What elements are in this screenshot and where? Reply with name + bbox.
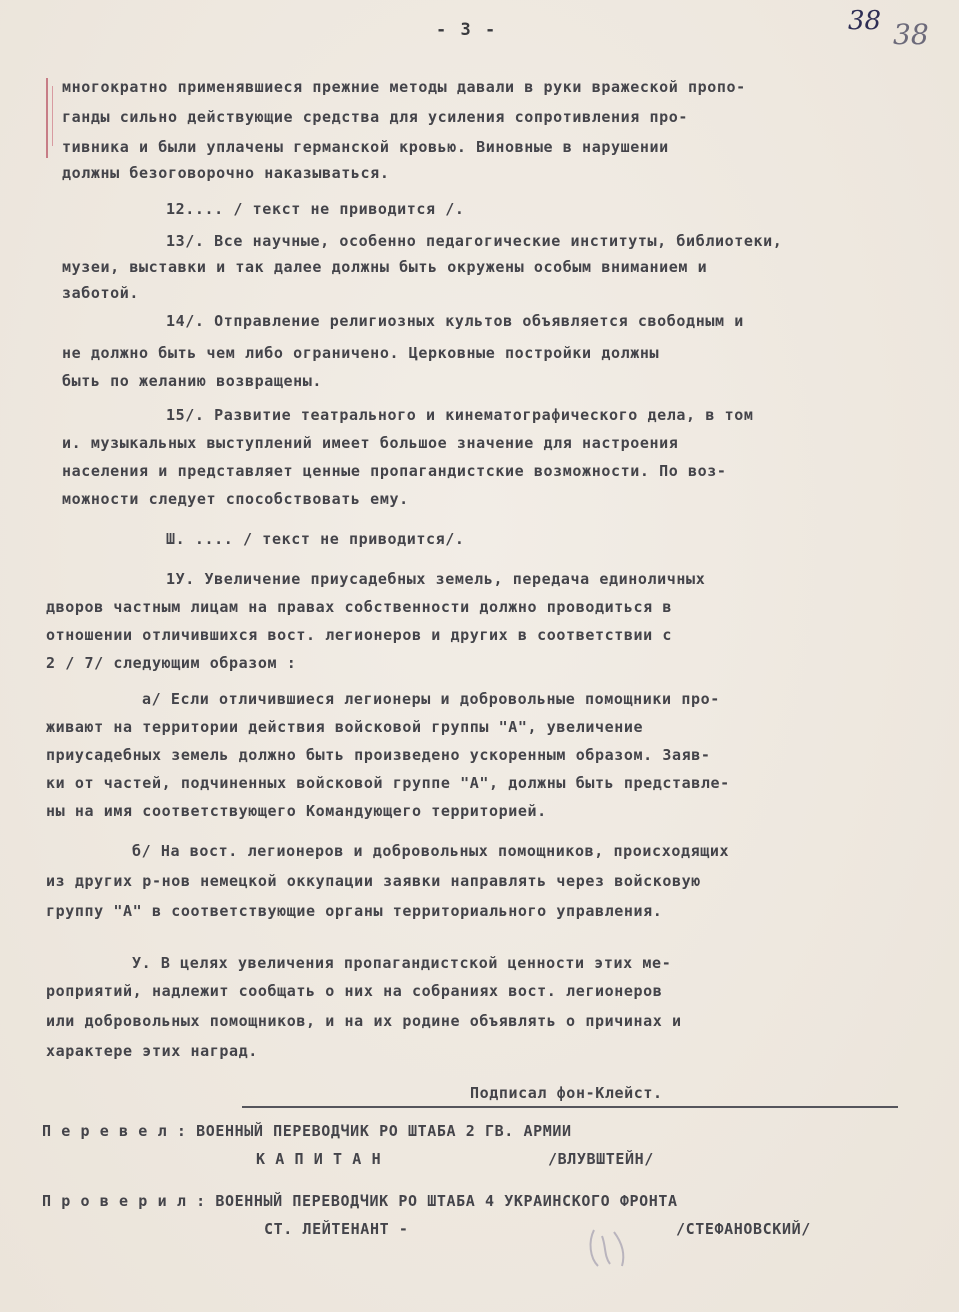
section-iii: Ш. .... / текст не приводится/. bbox=[166, 530, 465, 548]
text-line: дворов частным лицам на правах собственности должно проводиться в bbox=[46, 598, 672, 616]
text-line: и. музыкальных выступлений имеет большое значение для настроения bbox=[62, 434, 679, 452]
checker-rank: СТ. ЛЕЙТЕНАНТ - bbox=[264, 1220, 409, 1238]
subitem-b: б/ На вост. легионеров и добровольных помощников, происходящих bbox=[132, 842, 730, 860]
signed-by: Подписал фон-Клейст. bbox=[470, 1084, 663, 1102]
text-line: можности следует способствовать ему. bbox=[62, 490, 409, 508]
text-line: многократно применявшиеся прежние методы давали в руки вражеской пропо- bbox=[62, 78, 746, 96]
text-line: группу "А" в соответствующие органы территориального управления. bbox=[46, 902, 663, 920]
translator-name: /ВЛУВШТЕЙН/ bbox=[548, 1150, 654, 1168]
text-line: роприятий, надлежит сообщать о них на собраниях вост. легионеров bbox=[46, 982, 663, 1000]
archive-page-number-ink: 38 bbox=[848, 6, 882, 36]
checker-name: /СТЕФАНОВСКИЙ/ bbox=[676, 1220, 811, 1238]
text-line: отношении отличившихся вост. легионеров и других в соответствии с bbox=[46, 626, 672, 644]
text-line: населения и представляет ценные пропагандистские возможности. По воз- bbox=[62, 462, 727, 480]
item-15: 15/. Развитие театрального и кинематографического дела, в том bbox=[166, 406, 754, 424]
archive-stamp-mark bbox=[580, 1222, 640, 1274]
text-line: 2 / 7/ следующим образом : bbox=[46, 654, 297, 672]
signature-rule bbox=[242, 1106, 898, 1108]
text-line: не должно быть чем либо ограничено. Церковные постройки должны bbox=[62, 344, 660, 362]
item-14: 14/. Отправление религиозных культов объявляется свободным и bbox=[166, 312, 744, 330]
text-line: живают на территории действия войсковой группы "А", увеличение bbox=[46, 718, 644, 736]
checked-by: П р о в е р и л : ВОЕННЫЙ ПЕРЕВОДЧИК РО ШТАБА 4 УКРАИНСКОГО ФРОНТА bbox=[42, 1192, 678, 1210]
text-line: должны безоговорочно наказываться. bbox=[62, 164, 390, 182]
text-line: быть по желанию возвращены. bbox=[62, 372, 323, 390]
text-line: ки от частей, подчиненных войсковой группе "А", должны быть представле- bbox=[46, 774, 730, 792]
item-12: 12.... / текст не приводится /. bbox=[166, 200, 465, 218]
text-line: приусадебных земель должно быть произведено ускоренным образом. Заяв- bbox=[46, 746, 711, 764]
text-line: музеи, выставки и так далее должны быть окружены особым вниманием и bbox=[62, 258, 708, 276]
section-v: У. В целях увеличения пропагандистской ценности этих ме- bbox=[132, 954, 672, 972]
text-line: тивника и были уплачены германской кровью. Виновные в нарушении bbox=[62, 138, 669, 156]
text-line: характере этих наград. bbox=[46, 1042, 258, 1060]
subitem-a: а/ Если отличившиеся легионеры и добровольные помощники про- bbox=[142, 690, 720, 708]
translator-rank: К А П И Т А Н bbox=[256, 1150, 382, 1168]
item-13: 13/. Все научные, особенно педагогические институты, библиотеки, bbox=[166, 232, 783, 250]
text-line: из других р-нов немецкой оккупации заявки направлять через войсковую bbox=[46, 872, 701, 890]
text-line: ны на имя соответствующего Командующего территорией. bbox=[46, 802, 547, 820]
section-iv: 1У. Увеличение приусадебных земель, передача единоличных bbox=[166, 570, 706, 588]
margin-mark bbox=[46, 78, 49, 158]
text-line: или добровольных помощников, и на их родине объявлять о причинах и bbox=[46, 1012, 682, 1030]
archive-page-number-pencil: 38 bbox=[893, 18, 929, 51]
translated-by: П е р е в е л : ВОЕННЫЙ ПЕРЕВОДЧИК РО ШТАБА 2 ГВ. АРМИИ bbox=[42, 1122, 572, 1140]
page-number: - 3 - bbox=[436, 20, 498, 40]
text-line: ганды сильно действующие средства для усиления сопротивления про- bbox=[62, 108, 688, 126]
text-line: заботой. bbox=[62, 284, 140, 302]
